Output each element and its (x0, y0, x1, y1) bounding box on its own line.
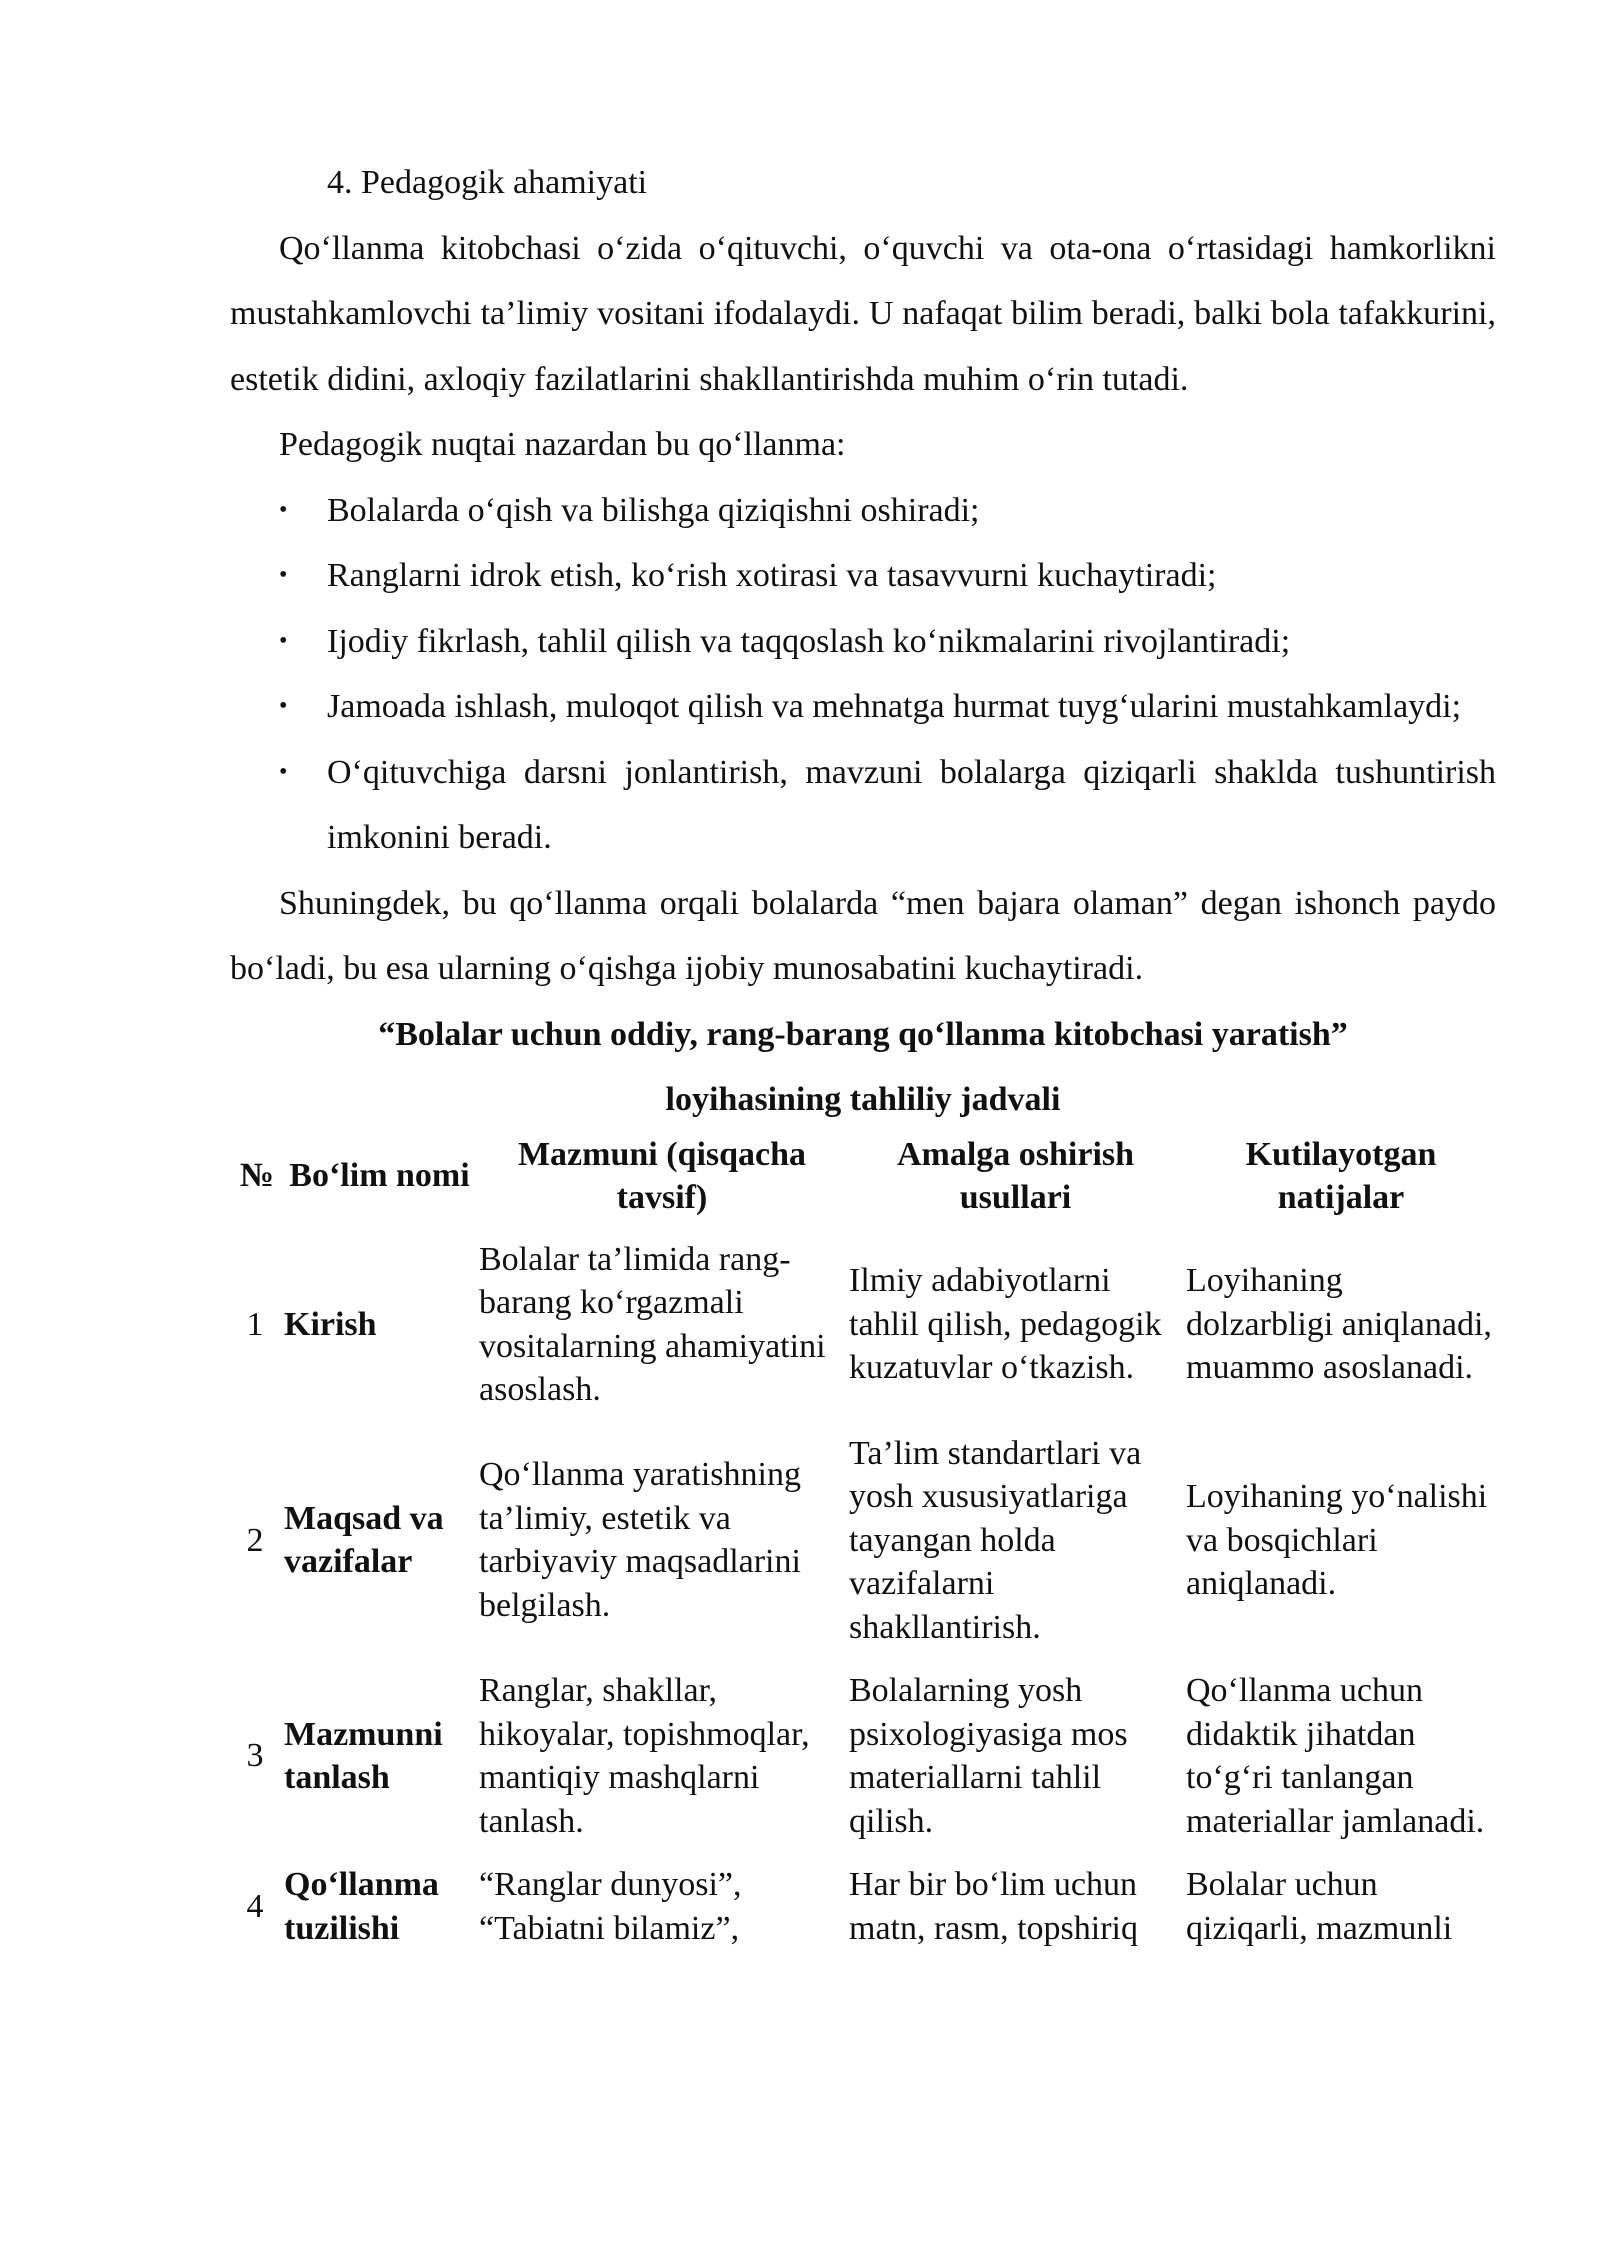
row-content: Qo‘llanma yaratishning ta’limiy, estetik va tarbiyaviy maqsadlarini belgilash. (479, 1456, 801, 1624)
row-number: 2 (246, 1521, 264, 1559)
list-item (230, 609, 1496, 675)
row-methods: Ilmiy adabiyotlarni tahlil qilish, pedagogik kuzatuvlar o‘tkazish. (849, 1262, 1162, 1387)
row-methods: Har bir bo‘lim uchun matn, rasm, topshiriq (849, 1866, 1138, 1947)
row-results: Loyihaning yo‘nalishi va bosqichlari aniqlanadi. (1186, 1478, 1488, 1602)
table-row (230, 1228, 1496, 1422)
bullet-icon: • (279, 758, 288, 785)
row-results: Qo‘llanma uchun didaktik jihatdan to‘g‘ri tanlangan materiallar jamlanadi. (1186, 1672, 1485, 1840)
table-row (230, 1422, 1496, 1660)
section-heading: 4. Pedagogik ahamiyati (327, 164, 648, 201)
row-section-name: Kirish (284, 1305, 377, 1343)
list-item (230, 543, 1496, 609)
header-results: Kutilayotgan natijalar (1245, 1135, 1437, 1216)
list-item-text: Ijodiy fikrlash, tahlil qilish va taqqoslash ko‘nikmalarini rivojlantiradi; (327, 622, 1291, 660)
row-methods: Ta’lim standartlari va yosh xususiyatlariga tayangan holda vazifalarni shakllantirish. (849, 1434, 1142, 1646)
table-title-line2: loyihasining tahliliy jadvali (665, 1081, 1061, 1118)
bullet-icon: • (279, 562, 288, 588)
bullet-icon: • (279, 627, 288, 654)
row-section-name: Mazmunni tanlash (284, 1715, 443, 1796)
analysis-table (230, 1133, 1496, 1961)
row-content: Ranglar, shakllar, hikoyalar, topishmoqlar, mantiqiy mashqlarni tanlash. (479, 1672, 810, 1840)
table-row (230, 1659, 1496, 1853)
paragraph-conclusion: Shuningdek, bu qo‘llanma orqali bolalarda “men bajara olaman” degan ishonch paydo bo‘ladi, bu esa ularning o‘qishga ijobiy munosabatini kuchaytiradi. (230, 884, 1496, 987)
row-content: “Ranglar dunyosi”, “Tabiatni bilamiz”, (479, 1866, 742, 1947)
row-number: 1 (246, 1305, 264, 1343)
table-title-line1: “Bolalar uchun oddiy, rang-barang qo‘llanma kitobchasi yaratish” (378, 1015, 1348, 1053)
list-item-text: Bolalarda o‘qish va bilishga qiziqishni oshiradi; (327, 491, 980, 529)
header-number: № (239, 1157, 275, 1195)
list-item-text: Ranglarni idrok etish, ko‘rish xotirasi va tasavvurni kuchaytiradi; (327, 557, 1217, 594)
bullet-icon: • (279, 693, 288, 719)
header-methods: Amalga oshirish usullari (896, 1135, 1135, 1216)
list-item (230, 478, 1496, 544)
bullet-list (230, 478, 1496, 871)
row-number: 3 (246, 1737, 264, 1775)
header-section-name: Bo‘lim nomi (289, 1157, 470, 1195)
bullet-icon: • (279, 496, 288, 523)
row-section-name: Qo‘llanma tuzilishi (284, 1866, 439, 1947)
list-item-text: Jamoada ishlash, muloqot qilish va mehnatga hurmat tuyg‘ularini mustahkamlaydi; (327, 688, 1462, 725)
table-header-row (230, 1133, 1496, 1228)
row-section-name: Maqsad va vazifalar (284, 1499, 444, 1581)
list-item-text: O‘qituvchiga darsni jonlantirish, mavzuni bolalarga qiziqarli shaklda tushuntirish imkonini beradi. (327, 753, 1496, 856)
row-content: Bolalar ta’limida rang-barang ko‘rgazmali vositalarning ahamiyatini asoslash. (479, 1240, 826, 1408)
document-page (230, 150, 1496, 1960)
header-content: Mazmuni (qisqacha tavsif) (517, 1135, 807, 1216)
list-item (230, 674, 1496, 740)
list-item (230, 740, 1496, 871)
row-methods: Bolalarning yosh psixologiyasiga mos materiallarni tahlil qilish. (849, 1672, 1128, 1840)
row-results: Bolalar uchun qiziqarli, mazmunli (1186, 1866, 1453, 1947)
paragraph-lead: Pedagogik nuqtai nazardan bu qo‘llanma: (279, 426, 846, 463)
row-results: Loyihaning dolzarbligi aniqlanadi, muammo asoslanadi. (1186, 1262, 1492, 1387)
paragraph-intro: Qo‘llanma kitobchasi o‘zida o‘qituvchi, o‘quvchi va ota-ona o‘rtasidagi hamkorlikni mustahkamlovchi ta’limiy vositani ifodalaydi. U nafaqat bilim beradi, balki bola tafakkurini, estetik didini, axloqiy fazilatlarini shakllantirishda muhim o‘rin tutadi. (230, 229, 1496, 398)
table-row (230, 1853, 1496, 1960)
row-number: 4 (246, 1887, 264, 1925)
